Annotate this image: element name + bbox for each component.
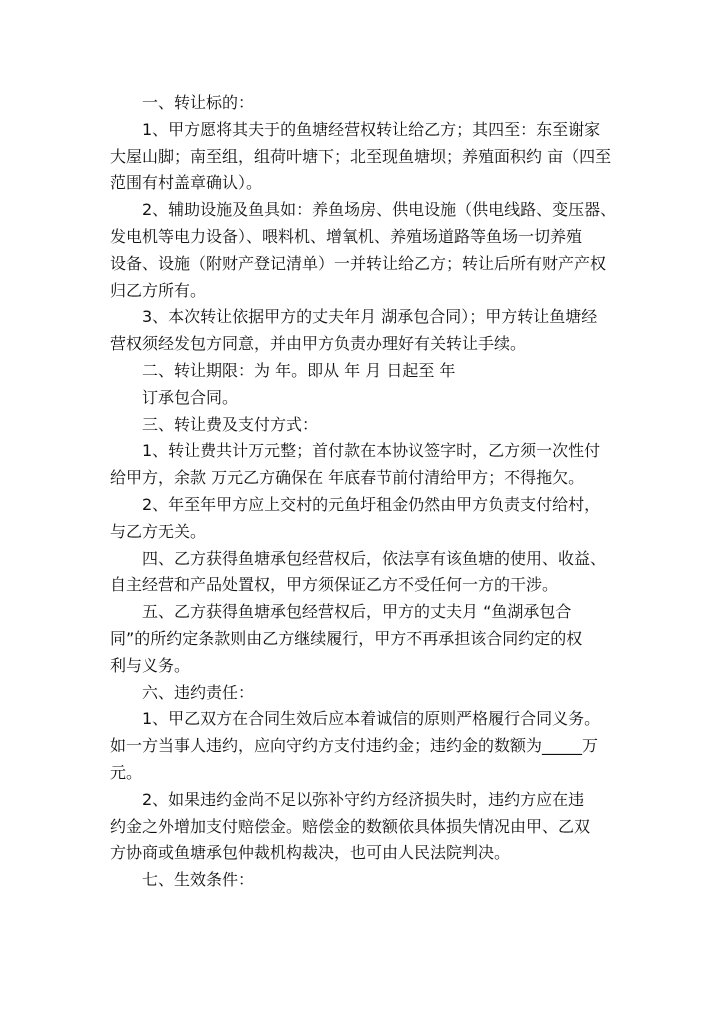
paragraph-line: 元。: [110, 762, 143, 782]
paragraph-line: 大屋山脚；南至组，组荷叶塘下；北至现鱼塘坝；养殖面积约 亩（四至: [110, 146, 612, 166]
paragraph-line: 范围有村盖章确认）。: [110, 173, 263, 193]
paragraph-line: 1、甲方愿将其夫于的鱼塘经营权转让给乙方；其四至：东至谢家: [142, 119, 601, 139]
paragraph-line: 利与义务。: [110, 655, 191, 675]
paragraph-line: 自主经营和产品处置权，甲方须保证乙方不受任何一方的干涉。: [110, 575, 559, 595]
section-heading: 六、违约责任：: [142, 682, 255, 702]
section-heading: 五、乙方获得鱼塘承包经营权后，甲方的丈夫月 “鱼湖承包合: [142, 602, 572, 622]
paragraph-line: 2、如果违约金尚不足以弥补守约方经济损失时，违约方应在违: [142, 789, 585, 809]
paragraph-line: 营权须经发包方同意，并由甲方负责办理好有关转让手续。: [110, 334, 527, 354]
document-body: [110, 90, 617, 894]
section-heading: 七、生效条件：: [142, 870, 255, 890]
paragraph-line: 归乙方所有。: [110, 280, 207, 300]
paragraph-line: 1、甲乙双方在合同生效后应本着诚信的原则严格履行合同义务。: [142, 709, 601, 729]
paragraph-line: 与乙方无关。: [110, 521, 207, 541]
section-heading: 三、转让费及支付方式：: [142, 414, 319, 434]
paragraph-line: 1、转让费共计万元整；首付款在本协议签字时，乙方须一次性付: [142, 441, 601, 461]
paragraph-line: 3、本次转让依据甲方的丈夫年月 湖承包合同）；甲方转让鱼塘经: [142, 307, 598, 327]
paragraph-line: 方协商或鱼塘承包仲裁机构裁决，也可由人民法院判决。: [110, 843, 511, 863]
section-heading: 四、乙方获得鱼塘承包经营权后，依法享有该鱼塘的使用、收益、: [142, 548, 607, 568]
paragraph-line: 同”的所约定条款则由乙方继续履行，甲方不再承担该合同约定的权: [110, 628, 583, 648]
paragraph-line: 设备、设施（附财产登记清单）一并转让给乙方；转让后所有财产产权: [110, 253, 607, 273]
section-heading: 一、转让标的：: [142, 93, 255, 112]
paragraph-line: 订承包合同。: [142, 387, 239, 407]
paragraph-line: 2、年至年甲方应上交村的元鱼圩租金仍然由甲方负责支付给村，: [142, 494, 601, 514]
paragraph-line: 发电机等电力设备）、喂料机、增氧机、养殖场道路等鱼场一切养殖: [110, 226, 583, 246]
section-heading: 二、转让期限：为 年。即从 年 月 日起至 年: [142, 360, 456, 380]
paragraph-line: 给甲方，余款 万元乙方确保在 年底春节前付清给甲方；不得拖欠。: [110, 468, 585, 488]
paragraph-line: 约金之外增加支付赔偿金。赔偿金的数额依具体损失情况由甲、乙双: [110, 816, 591, 836]
paragraph-line: 如一方当事人违约，应向守约方支付违约金；违约金的数额为_____万: [110, 736, 599, 756]
paragraph-line: 2、辅助设施及鱼具如：养鱼场房、供电设施（供电线路、变压器、: [142, 200, 617, 220]
